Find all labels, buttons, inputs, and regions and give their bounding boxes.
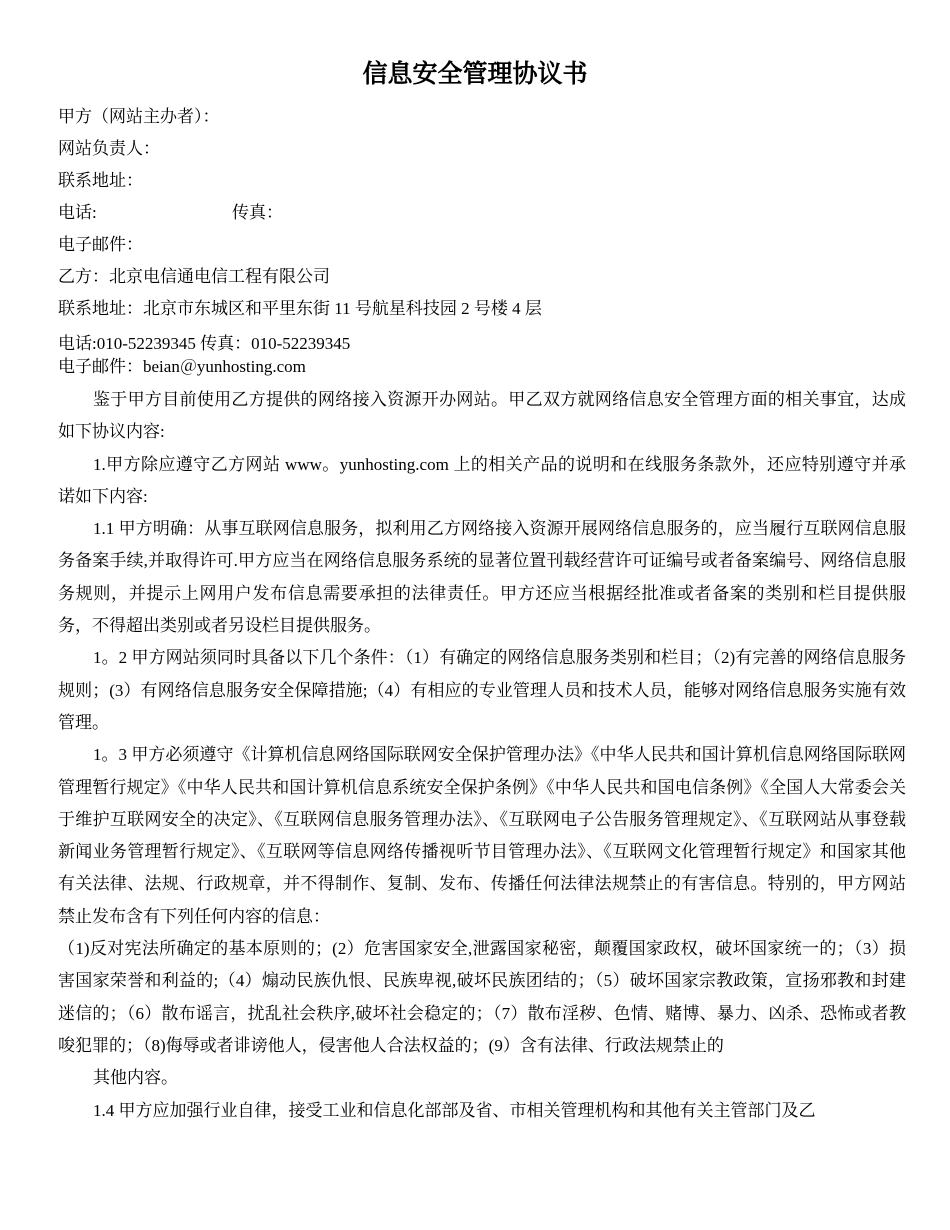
party-b-email-line: 电子邮件：beian＠yunhosting.com — [58, 357, 306, 376]
party-a-phone-label: 电话: — [58, 203, 97, 222]
clause-1-3: 1。3 甲方必须遵守《计算机信息网络国际联网安全保护管理办法》《中华人民共和国计算机信息网络国际联网管理暂行规定》《中华人民共和国计算机信息系统安全保护条例》《中华人民共和国电信条例》《全国人大常委会关于维护互联网安全的决定》、《互联网信息服务管理办法》、《互联网电子公告服务管理规定》、《互联网站从事登载新闻业务管理暂行规定》、《互联网等信息网络传播视听节目管理办法》、《互联网文化管理暂行规定》和国家其他有关法律、法规、行政规章，并不得制作、复制、发布、传播任何法律法规禁止的有害信息。特别的，甲方网站禁止发布含有下列任何内容的信息： — [58, 745, 906, 926]
clause-1: 1.甲方除应遵守乙方网站 www。yunhosting.com 上的相关产品的说明和在线服务条款外，还应特别遵守并承诺如下内容: — [58, 454, 906, 506]
party-a-fax-label: 传真： — [232, 203, 283, 222]
intro-paragraph: 鉴于甲方目前使用乙方提供的网络接入资源开办网站。甲乙双方就网络信息安全管理方面的相关事宜，达成如下协议内容: — [58, 390, 906, 442]
clause-1-4: 1.4 甲方应加强行业自律，接受工业和信息化部部及省、市相关管理机构和其他有关主管部门及乙 — [93, 1100, 816, 1120]
clause-1-1: 1.1 甲方明确：从事互联网信息服务，拟利用乙方网络接入资源开展网络信息服务的，应当履行互联网信息服务备案手续,并取得许可.甲方应当在网络信息服务系统的显著位置刊载经营许可证编号或者备案编号、网络信息服务规则，并提示上网用户发布信息需要承担的法律责任。甲方还应当根据经批准或者备案的类别和栏目提供服务，不得超出类别或者另设栏目提供服务。 — [58, 519, 906, 636]
party-b-phone-fax-line: 电话:010-52239345 传真：010-52239345 — [58, 334, 351, 353]
clause-1-3-continuation: 其他内容。 — [93, 1068, 178, 1088]
party-a-responsible-label: 网站负责人： — [58, 139, 160, 158]
party-a-address-label: 联系地址： — [58, 171, 143, 190]
agreement-body — [58, 384, 906, 1127]
party-a-email-label: 电子邮件： — [58, 235, 143, 254]
party-b-address-line: 联系地址：北京市东城区和平里东街 11 号航星科技园 2 号楼 4 层 — [58, 299, 542, 318]
clause-1-2: 1。2 甲方网站须同时具备以下几个条件：（1）有确定的网络信息服务类别和栏目；（2)有完善的网络信息服务规则；(3）有网络信息服务安全保障措施;（4）有相应的专业管理人员和技术人员，能够对网络信息服务实施有效管理。 — [58, 648, 906, 732]
party-a-label: 甲方（网站主办者）： — [58, 107, 220, 126]
clause-1-3-prohibited-list: （1)反对宪法所确定的基本原则的；(2）危害国家安全,泄露国家秘密，颠覆国家政权，破坏国家统一的；（3）损害国家荣誉和利益的;（4）煽动民族仇恨、民族卑视,破坏民族团结的；（5）破坏国家宗教政策，宣扬邪教和封建迷信的；（6）散布谣言，扰乱社会秩序,破坏社会稳定的；（7）散布淫秽、色情、赌博、暴力、凶杀、恐怖或者教唆犯罪的；（8)侮辱或者诽谤他人，侵害他人合法权益的；(9）含有法律、行政法规禁止的 — [58, 939, 906, 1055]
document-title: 信息安全管理协议书 — [362, 59, 588, 88]
party-b-name-line: 乙方：北京电信通电信工程有限公司 — [58, 267, 330, 286]
